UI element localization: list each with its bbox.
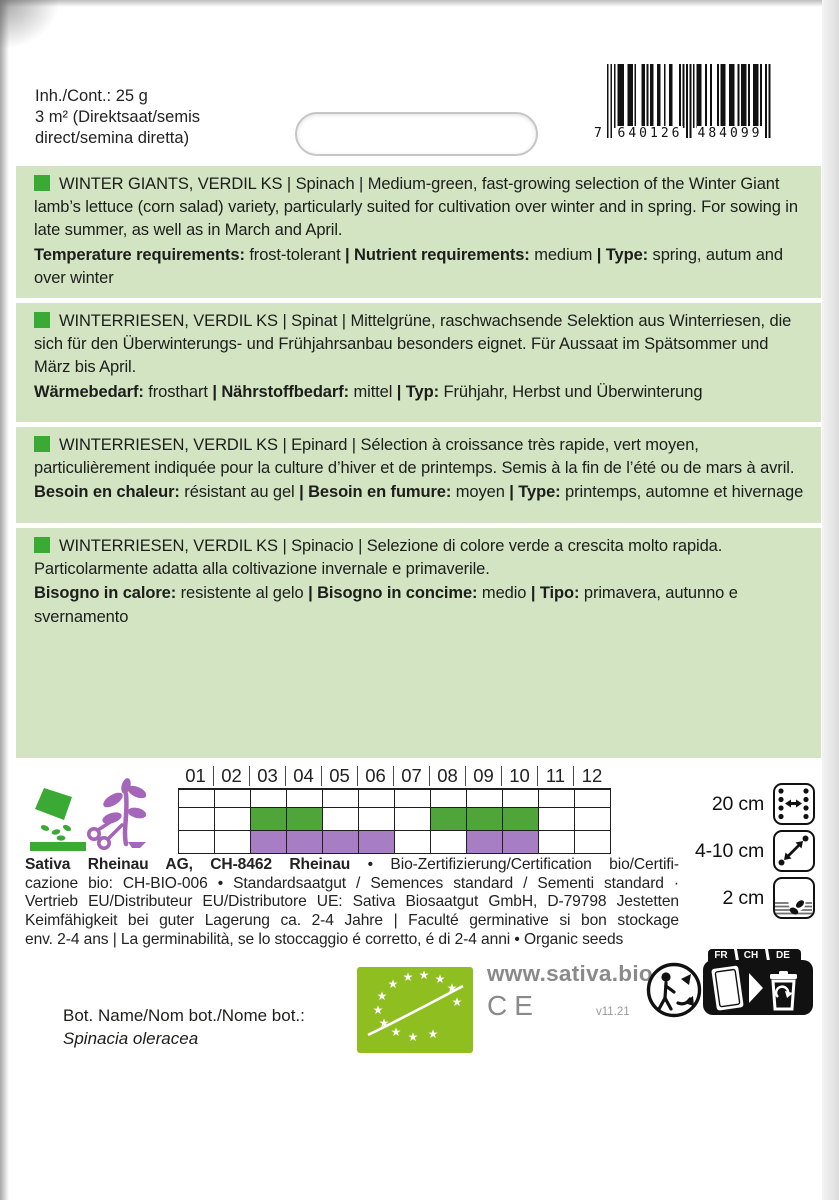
month-label: 03 bbox=[250, 766, 286, 786]
variety-description: WINTERRIESEN, VERDIL KS | Spinacio | Selezione di colore verde a crescita molto rapida. Particolarmente adatta alla coltivazione invernale e primaverile. bbox=[34, 537, 723, 579]
disposal-country-de: DE bbox=[776, 950, 790, 961]
svg-text:★: ★ bbox=[418, 968, 430, 982]
calendar-cell bbox=[431, 831, 467, 854]
calendar-cell bbox=[323, 831, 359, 854]
variety-block-de bbox=[16, 303, 821, 422]
green-square-bullet-icon bbox=[34, 436, 50, 452]
calendar-cell bbox=[287, 831, 323, 854]
plant-spacing-label: 4-10 cm bbox=[694, 839, 764, 862]
website-url: www.sativa.bio bbox=[487, 961, 653, 986]
variety-description: WINTERRIESEN, VERDIL KS | Spinat | Mittelgrüne, raschwachsende Selektion aus Winterriesen, die sich für den Überwinterungs- und Frühjahrsanbau besonders eignet. Für Aussaat im Spätsommer und März bis April. bbox=[34, 312, 792, 377]
month-label: 11 bbox=[538, 766, 574, 786]
calendar-cell bbox=[287, 808, 323, 831]
calendar-cell bbox=[575, 831, 611, 854]
triman-recycling-icon bbox=[645, 961, 703, 1019]
variety-specs: Wärmebedarf: frosthart | Nährstoffbedarf: mittel | Typ: Frühjahr, Herbst und Überwinterung bbox=[34, 382, 703, 401]
svg-text:★: ★ bbox=[372, 1003, 384, 1017]
barcode-digit-first: 7 bbox=[594, 126, 602, 141]
content-info bbox=[35, 86, 297, 149]
svg-text:★: ★ bbox=[434, 972, 446, 986]
svg-text:★: ★ bbox=[446, 981, 458, 995]
scan-edge-left bbox=[0, 0, 9, 1200]
variety-title: WINTER GIANTS, VERDIL KS bbox=[59, 175, 283, 193]
month-label: 01 bbox=[178, 766, 214, 786]
diagonal-arrow-spacing-icon bbox=[773, 830, 815, 872]
row-spacing bbox=[640, 783, 815, 825]
calendar-cell bbox=[467, 808, 503, 831]
svg-text:★: ★ bbox=[387, 977, 399, 991]
row-spacing-dots-arrow-icon bbox=[773, 783, 815, 825]
calendar-cell bbox=[251, 790, 287, 808]
scan-edge-top bbox=[0, 0, 839, 7]
month-label: 09 bbox=[466, 766, 502, 786]
version-number: v11.21 bbox=[596, 1006, 630, 1018]
calendar-cell bbox=[467, 831, 503, 854]
variety-block-it bbox=[16, 528, 821, 758]
calendar-cell bbox=[503, 808, 539, 831]
calendar-grid bbox=[178, 788, 611, 854]
calendar-cell bbox=[539, 831, 575, 854]
svg-text:★: ★ bbox=[407, 1030, 419, 1044]
description-text: Mittelgrüne, raschwachsende Selektion aus Winterriesen, die sich für den Überwinterungs- und Frühjahrsanbau besonders eignet. Für Aussaat im Spätsommer und März bis April. bbox=[34, 312, 792, 377]
variety-title: WINTERRIESEN, VERDIL KS bbox=[59, 537, 278, 555]
company-line: Vertrieb EU/Distributeur EU/Distributore UE: Sativa Biosaatgut GmbH, D-79798 Jestetten bbox=[25, 893, 679, 911]
green-square-bullet-icon bbox=[34, 537, 50, 553]
calendar-cell bbox=[503, 831, 539, 854]
botanical-name-label: Bot. Name/Nom bot./Nome bot.: bbox=[63, 1006, 305, 1025]
calendar-cell bbox=[431, 790, 467, 808]
ce-mark: CE bbox=[487, 990, 540, 1021]
sowing-calendar bbox=[178, 764, 611, 854]
crop-name: Epinard bbox=[291, 436, 348, 454]
variety-title: WINTERRIESEN, VERDIL KS bbox=[59, 312, 278, 330]
company-name: Sativa Rheinau AG, CH-8462 Rheinau bbox=[25, 856, 351, 873]
green-square-bullet-icon bbox=[34, 175, 50, 191]
calendar-cell bbox=[575, 790, 611, 808]
svg-text:★: ★ bbox=[427, 1027, 439, 1041]
calendar-cell bbox=[539, 790, 575, 808]
botanical-name-value: Spinacia oleracea bbox=[63, 1029, 199, 1048]
svg-text:★: ★ bbox=[390, 1025, 402, 1039]
sowing-depth-seeds-icon bbox=[773, 877, 815, 919]
variety-block-fr bbox=[16, 427, 821, 523]
calendar-cell bbox=[359, 831, 395, 854]
company-line: Sativa Rheinau AG, CH-8462 Rheinau • Bio-Zertifizierung/Certification bio/Certifi- bbox=[25, 856, 679, 873]
calendar-cell bbox=[179, 831, 215, 854]
packaging-disposal-bin-icon bbox=[701, 947, 815, 1017]
calendar-cell bbox=[503, 790, 539, 808]
calendar-cell bbox=[215, 808, 251, 831]
calendar-cell bbox=[467, 790, 503, 808]
month-label: 12 bbox=[581, 765, 603, 786]
calendar-cell bbox=[359, 790, 395, 808]
variety-block-en bbox=[16, 166, 821, 298]
calendar-cell bbox=[575, 808, 611, 831]
row-spacing-label: 20 cm bbox=[711, 792, 764, 815]
svg-text:★: ★ bbox=[402, 970, 414, 984]
calendar-cell bbox=[395, 790, 431, 808]
calendar-cell bbox=[323, 808, 359, 831]
crop-name: Spinach bbox=[295, 175, 355, 193]
variety-specs: Besoin en chaleur: résistant au gel | Besoin en fumure: moyen | Type: printemps, automne et hivernage bbox=[34, 483, 804, 502]
calendar-cell bbox=[359, 808, 395, 831]
disposal-country-ch: CH bbox=[743, 950, 759, 961]
month-label: 04 bbox=[286, 766, 322, 786]
calendar-month-header bbox=[178, 764, 610, 788]
barcode bbox=[594, 64, 777, 156]
scan-edge-corner bbox=[0, 0, 60, 50]
calendar-cell bbox=[251, 831, 287, 854]
scan-edge-right bbox=[822, 0, 839, 1200]
calendar-cell bbox=[431, 808, 467, 831]
svg-text:★: ★ bbox=[451, 995, 463, 1009]
green-square-bullet-icon bbox=[34, 312, 50, 328]
variety-title: WINTERRIESEN, VERDIL KS bbox=[59, 436, 278, 454]
month-label: 05 bbox=[322, 766, 358, 786]
calendar-cell bbox=[323, 790, 359, 808]
svg-text:★: ★ bbox=[378, 1016, 390, 1030]
calendar-cell bbox=[179, 790, 215, 808]
description-text: Medium-green, fast-growing selection of the Winter Giant lamb’s lettuce (corn salad) variety, particularly suited for cultivation over winter and in spring. For sowing in late summer, as well as in March and April. bbox=[34, 175, 798, 240]
calendar-cell bbox=[287, 790, 323, 808]
calendar-cell bbox=[215, 790, 251, 808]
month-label: 08 bbox=[430, 766, 466, 786]
description-text: Selezione di colore verde a crescita molto rapida. Particolarmente adatta alla coltivazione invernale e primaverile. bbox=[34, 537, 723, 579]
calendar-cell bbox=[179, 808, 215, 831]
botanical-name bbox=[63, 1004, 305, 1050]
company-line: Keimfähigkeit bei guter Lagerung ca. 2-4 Jahre | Faculté germinative si bon stockage bbox=[25, 912, 679, 930]
svg-text:★: ★ bbox=[376, 989, 388, 1003]
seed-sowing-icon bbox=[30, 786, 86, 852]
crop-name: Spinat bbox=[291, 312, 338, 330]
barcode-digits-right: 484099 bbox=[697, 126, 763, 141]
month-label: 10 bbox=[502, 766, 538, 786]
calendar-cell bbox=[395, 808, 431, 831]
month-label: 07 bbox=[394, 766, 430, 786]
variety-specs: Temperature requirements: frost-tolerant | Nutrient requirements: medium | Type: spring, autum and over winter bbox=[34, 245, 783, 287]
description-text: Sélection à croissance très rapide, vert moyen, particulièrement indiquée pour la culture d’hiver et de printemps. Semis à la fin de l’été ou de mars à avril. bbox=[34, 436, 795, 478]
barcode-digits-left: 640126 bbox=[617, 126, 683, 141]
content-amount: Inh./Cont.: 25 g bbox=[35, 87, 148, 105]
disposal-country-fr: FR bbox=[714, 950, 728, 961]
sowing-area: 3 m² (Direktsaat/semis direct/semina diretta) bbox=[35, 108, 201, 147]
calendar-cell bbox=[539, 808, 575, 831]
calendar-cell bbox=[215, 831, 251, 854]
eu-organic-leaf-logo bbox=[357, 967, 473, 1053]
scissors-plant-harvest-icon bbox=[82, 778, 146, 856]
company-line: cazione bio: CH-BIO-006 • Standardsaatgut / Semences standard / Sementi standard · bbox=[25, 874, 679, 892]
calendar-cell bbox=[251, 808, 287, 831]
crop-name: Spinacio bbox=[291, 537, 354, 555]
company-info bbox=[25, 856, 679, 950]
variety-description: WINTERRIESEN, VERDIL KS | Epinard | Sélection à croissance très rapide, vert moyen, particulièrement indiquée pour la culture d’hiver et de printemps. Semis à la fin de l’été ou de mars à avril. bbox=[34, 436, 795, 478]
company-line: env. 2-4 ans | La germinabilità, se lo stoccaggio é corretto, é di 2-4 anni • Organic seeds bbox=[25, 930, 624, 948]
calendar-cell bbox=[395, 831, 431, 854]
month-label: 06 bbox=[358, 766, 394, 786]
sowing-depth-label: 2 cm bbox=[722, 886, 764, 909]
hang-slot-cutout bbox=[295, 112, 538, 156]
variety-specs: Bisogno in calore: resistente al gelo | Bisogno in concime: medio | Tipo: primavera, autunno e svernamento bbox=[34, 584, 738, 626]
variety-description: WINTER GIANTS, VERDIL KS | Spinach | Medium-green, fast-growing selection of the Winter Giant lamb’s lettuce (corn salad) variety, particularly suited for cultivation over winter and in spring. For sowing in late summer, as well as in March and April. bbox=[34, 175, 798, 240]
month-label: 02 bbox=[214, 766, 250, 786]
